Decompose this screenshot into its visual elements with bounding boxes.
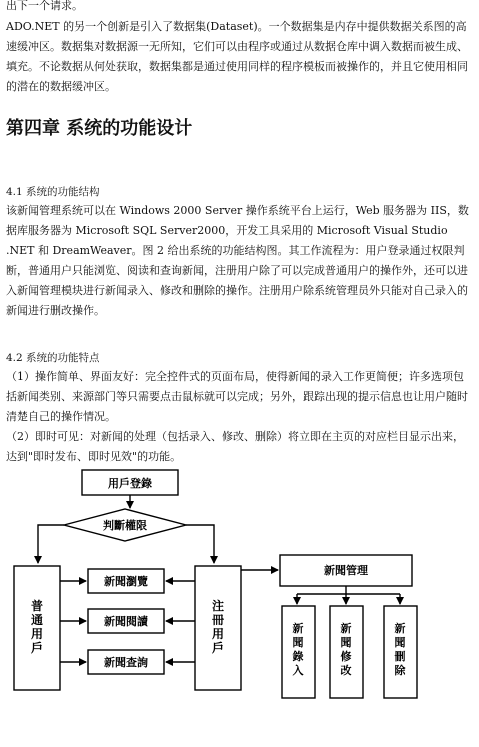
judge-label: 判斷權限 — [103, 519, 147, 532]
paragraph-ado-dataset: ADO.NET 的另一个创新是引入了数据集(Dataset)。一个数据集是内存中提供数据关系图的高速缓冲区。数据集对数据源一无所知，它们可以由程序或通过从数据仓库中调入数据而被生成、填充。不论数据从何处获取，数据集都是通过使用同样的程序模板而被操作的，并且它使用相同的潜在的数据缓冲区。 — [6, 20, 468, 93]
registered-user-label: 注冊用戶 — [211, 599, 225, 655]
query-label: 新聞查詢 — [104, 656, 148, 669]
browse-label: 新聞瀏覽 — [104, 575, 148, 588]
section-4-1-title: 4.1 系统的功能结构 — [6, 186, 100, 198]
entry-label: 新聞錄入 — [292, 622, 304, 677]
section-4-2-title: 4.2 系统的功能特点 — [6, 352, 100, 364]
delete-label: 新聞刪除 — [394, 622, 406, 677]
section-4-2-item-2: （2）即时可见：对新闻的处理（包括录入、修改、删除）将立即在主页的对应栏目显示出来，达到"即时发布、即时见效"的功能。 — [6, 430, 464, 463]
chapter-title: 第四章 系统的功能设计 — [6, 118, 193, 139]
paragraph-top-line: 出下一个请求。 — [6, 0, 83, 12]
manage-label: 新聞管理 — [324, 564, 368, 577]
read-label: 新聞閱讀 — [104, 615, 148, 628]
login-label: 用戶登錄 — [108, 477, 152, 490]
modify-label: 新聞修改 — [340, 622, 352, 677]
section-4-1-body: 该新闻管理系统可以在 Windows 2000 Server 操作系统平台上运行，Web 服务器为 IIS，数据库服务器为 Microsoft SQL Server2000，开发工具采用的 Microsoft Visual Studio .NET 和 DreamWeaver。图 2 给出系统的功能结构图。其工作流程为：用户登录通过权限判断，普通用户只能浏览、阅读和查询新闻，注册用户除了可以完成普通用户的操作外，还可以进入新闻管理模块进行新闻录入、修改和删除的操作。注册用户除系统管理员外只能对自己录入的新闻进行删改操作。 — [6, 204, 469, 317]
section-4-2-item-1: （1）操作简单、界面友好：完全控件式的页面布局，使得新闻的录入工作更简便；许多选项包括新闻类别、来源部门等只需要点击鼠标就可以完成；另外，跟踪出现的提示信息也让用户随时清楚自己的操作情况。 — [6, 370, 468, 423]
normal-user-label: 普通用戶 — [30, 599, 44, 655]
